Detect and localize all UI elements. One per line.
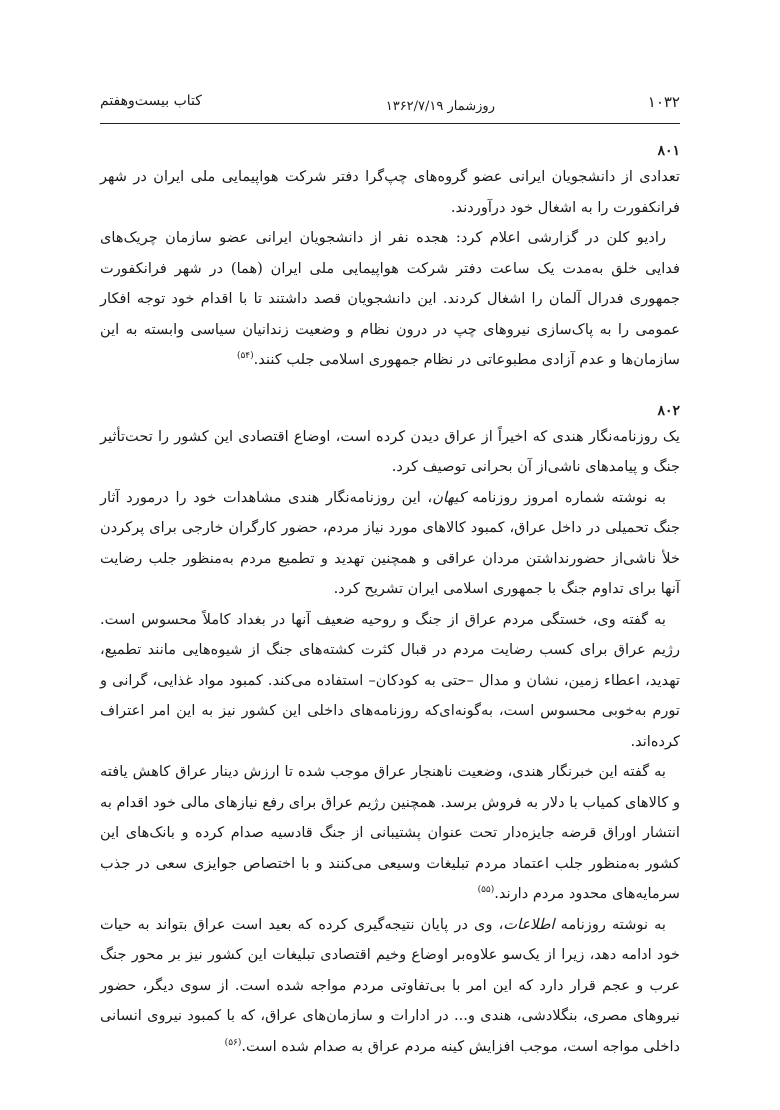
paragraph: رادیو کلن در گزارشی اعلام کرد: هجده نفر از دانشجویان ایرانی عضو سازمان چریک‌های فدایی خلق به‌مدت یک ساعت دفتر شرکت هواپیمایی ملی ایران (هما) در شهر فرانکفورت جمهوری فدرال آلمان را اشغال کردند. این دانشجویان قصد داشتند تا با اقدام خود توجه افکار عمومی را به پاک‌سازی نیروهای چپ در درون نظام و وضعیت زندانیان سیاسی وابسته به این سازمان‌ها و عدم آزادی مطبوعاتی در نظام جمهوری اسلامی جلب کنند.$^{(۵۴)}$ xyxy=(100,229,680,368)
paragraph: به نوشته روزنامه اطلاعات، وی در پایان نتیجه‌گیری کرده که بعید است عراق بتواند به حیات خود ادامه دهد، زیرا از یک‌سو علاوه‌بر اوضاع وخیم اقتصادی تبلیغات این کشور نیز بر محور جنگ عرب و عجم قرار دارد که این امر با بی‌تفاوتی مردم مواجه شده است. از سوی دیگر، حضور نیروهای مصری، بنگلادشی، هندی و... در ادارات و سازمان‌های عراق، که با کمبود نیروی انسانی داخلی مواجه است، موجب افزایش کینه مردم عراق به صدام شده است.$^{(۵۶)}$ xyxy=(100,915,680,1055)
paragraph: تعدادی از دانشجویان ایرانی عضو گروه‌های چپ‌گرا دفتر شرکت هواپیمایی ملی ایران در شهر فرانکفورت را به اشغال خود درآوردند. xyxy=(100,168,680,216)
paragraph: به گفته وی، خستگی مردم عراق از جنگ و روحیه ضعیف آنها در بغداد کاملاً محسوس است. رژیم عراق برای کسب رضایت مردم در قبال کثرت کشته‌های جنگ از شیوه‌هایی مانند تطمیع، تهدید، اعطاء زمین، نشان و مدال –حتی به کودکان– استفاده می‌کند. کمبود مواد غذایی، گرانی و تورم به‌خوبی محسوس است، به‌گونه‌ای‌که روزنامه‌های داخلی این کشور نیز به این امر اعتراف کرده‌اند. xyxy=(100,610,680,750)
paragraph: به گفته این خبرنگار هندی، وضعیت ناهنجار عراق موجب شده تا ارزش دینار عراق کاهش یافته و کالاهای کمیاب با دلار به فروش برسد. همچنین رژیم عراق برای رفع نیازهای مالی خود اقدام به انتشار اوراق قرضه جایزه‌دار تحت عنوان پشتیبانی از جنگ قادسیه صدام کرده و بانک‌های این کشور به‌منظور جلب اعتماد مردم تبلیغات وسیعی می‌کنند و با اختصاص جوایزی سعی در جذب سرمایه‌های محدود مردم دارند.$^{(۵۵)}$ xyxy=(100,763,680,902)
page-header xyxy=(100,93,680,117)
diary-date: روزشمار ۱۳۶۲/۷/۱۹ xyxy=(385,99,495,114)
newspaper-name: اطلاعات xyxy=(503,915,555,933)
footnote-marker: (۵۴) xyxy=(236,351,254,362)
paragraph: یک روزنامه‌نگار هندی که اخیراً از عراق دیدن کرده است، اوضاع اقتصادی این کشور را تحت‌تأثیر جنگ و پیامدهای ناشی‌از آن بحرانی توصیف کرد. xyxy=(100,427,680,475)
entry-number: ۸۰۱ xyxy=(657,143,680,159)
entry-number: ۸۰۲ xyxy=(657,402,680,419)
footnote-marker: (۵۵) xyxy=(477,885,495,896)
footnote-marker: (۵۶) xyxy=(224,1037,242,1048)
page-number: ۱۰۳۲ xyxy=(647,93,680,111)
paragraph: به نوشته شماره امروز روزنامه کیهان، این روزنامه‌نگار هندی مشاهدات خود را درمورد آثار جنگ تحمیلی در داخل عراق، کمبود کالاهای مورد نیاز مردم، حضور کارگران خارجی برای پرکردن خلأ ناشی‌از حضورنداشتن مردان عراقی و همچنین تهدید و تطمیع مردم به‌منظور جلب رضایت آنها برای تداوم جنگ با جمهوری اسلامی ایران تشریح کرد. xyxy=(100,488,680,597)
page-body xyxy=(100,140,680,1062)
book-title: کتاب بیست‌وهفتم xyxy=(100,93,202,109)
newspaper-name: کیهان xyxy=(432,488,466,506)
entry-801 xyxy=(100,140,680,376)
entry-802 xyxy=(100,400,680,1063)
header-divider xyxy=(100,123,680,124)
